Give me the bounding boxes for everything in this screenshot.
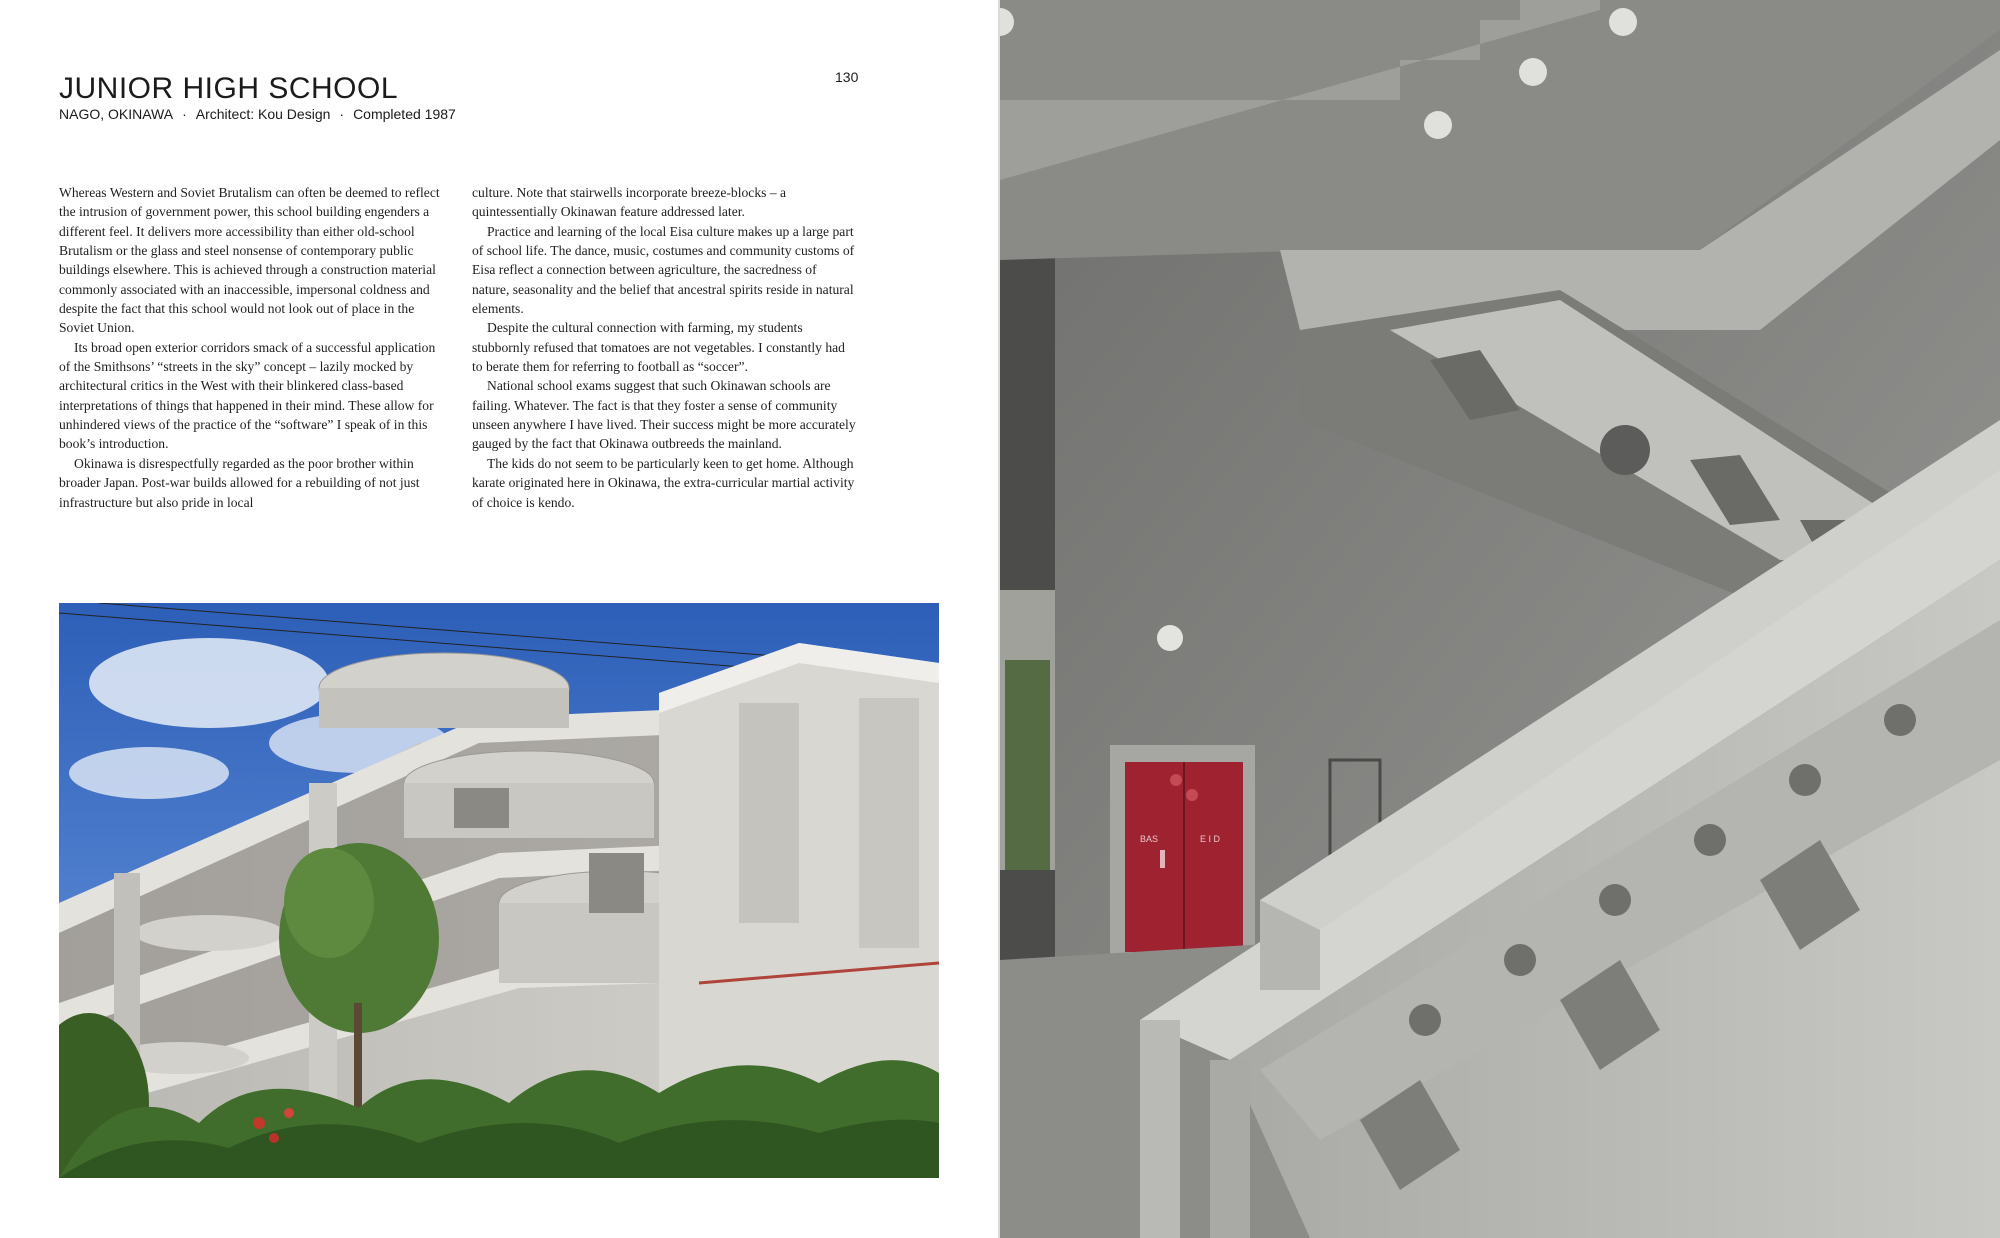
round-balcony xyxy=(404,783,654,838)
completed-label: Completed 1987 xyxy=(353,106,456,122)
door-sign-right: E I D xyxy=(1200,834,1221,844)
tree xyxy=(284,848,374,958)
stairwell-illustration xyxy=(1000,0,2000,1238)
door-handle[interactable] xyxy=(1160,850,1165,868)
body-column-right xyxy=(472,183,857,512)
school-exterior-illustration xyxy=(59,603,939,1178)
page-number: 130 xyxy=(835,69,859,85)
stair-wall xyxy=(859,698,919,948)
separator-dot: · xyxy=(182,106,187,122)
flower xyxy=(253,1117,265,1129)
paragraph: Practice and learning of the local Eisa culture makes up a large part of school life. The dance, music, costumes and community customs of Eisa reflect a connection between agriculture, the sacredness of nature, seasonality and the belief that ancestral spirits reside in natural elements. xyxy=(472,223,855,317)
paragraph: culture. Note that stairwells incorporate breeze-blocks – a quintessentially Okinawan feature addressed later. xyxy=(472,185,787,220)
door-fixture xyxy=(1186,789,1198,801)
cloud xyxy=(89,638,329,728)
breeze-block-hole xyxy=(1600,425,1650,475)
breeze-block-hole xyxy=(1694,824,1726,856)
paragraph: National school exams suggest that such Okinawan schools are failing. Whatever. The fact is that they foster a sense of community unseen anywhere I have lived. Their success might be more accurately gauged by the fact that Okinawa outbreeds the mainland. xyxy=(472,378,856,452)
stair-knob xyxy=(1424,111,1452,139)
right-page xyxy=(1000,0,2000,1238)
paragraph: Whereas Western and Soviet Brutalism can often be deemed to reflect the intrusion of government power, this school building engenders a different feel. It delivers more accessibility than either old-school Brutalism or the glass and steel nonsense of contemporary public buildings elsewhere. This is achieved through a construction material commonly associated with an inaccessible, impersonal coldness and despite the fact that this school would not look out of place in the Soviet Union. xyxy=(59,185,440,336)
page-title: JUNIOR HIGH SCHOOL xyxy=(59,72,399,106)
paragraph: Okinawa is disrespectfully regarded as the poor brother within broader Japan. Post-war builds allowed for a rebuilding of not just infrastructure but also pride in local xyxy=(59,455,420,510)
door-sign-left: BAS xyxy=(1140,834,1159,844)
door-fixture xyxy=(1170,774,1182,786)
body-column-left xyxy=(59,183,444,512)
stair-knob xyxy=(1609,8,1637,36)
paragraph: The kids do not seem to be particularly keen to get home. Although karate originated here in Okinawa, the extra-curricular martial activity of choice is kendo. xyxy=(472,455,855,510)
opening-foliage xyxy=(1005,660,1050,870)
breeze-block-hole xyxy=(1789,764,1821,796)
flower xyxy=(284,1108,294,1118)
tree-trunk xyxy=(354,1003,362,1123)
stairwell-photo xyxy=(1000,0,2000,1238)
architect-label: Architect: Kou Design xyxy=(195,106,331,122)
round-balcony xyxy=(134,915,284,951)
left-page xyxy=(0,0,998,1238)
separator-dot: · xyxy=(339,106,345,122)
location-label: NAGO, OKINAWA xyxy=(59,106,174,122)
wall-lamp xyxy=(1157,625,1183,651)
round-balcony xyxy=(319,688,569,728)
breeze-block-hole xyxy=(1599,884,1631,916)
breeze-block-hole xyxy=(1409,1004,1441,1036)
paragraph: Despite the cultural connection with farming, my students stubbornly refused that tomatoes are not vegetables. I constantly had to berate them for referring to football as “soccer”. xyxy=(472,320,845,375)
breeze-block-panel xyxy=(589,853,644,913)
school-exterior-photo xyxy=(59,603,939,1178)
stair-wall xyxy=(739,703,799,923)
breeze-block-panel xyxy=(454,788,509,828)
flower xyxy=(269,1133,279,1143)
stair-post xyxy=(1210,1060,1250,1238)
stair-post xyxy=(1140,1020,1180,1238)
breeze-block-hole xyxy=(1884,704,1916,736)
breeze-block-hole xyxy=(1504,944,1536,976)
cloud xyxy=(69,747,229,799)
paragraph: Its broad open exterior corridors smack of a successful application of the Smithsons’ “streets in the sky” concept – lazily mocked by architectural critics in the West with their blinkered class-based interpretations of things that happened in their mind. These allow for unhindered views of the practice of the “software” I speak of in this book’s introduction. xyxy=(59,339,436,452)
project-meta xyxy=(59,106,456,122)
stair-knob xyxy=(1519,58,1547,86)
